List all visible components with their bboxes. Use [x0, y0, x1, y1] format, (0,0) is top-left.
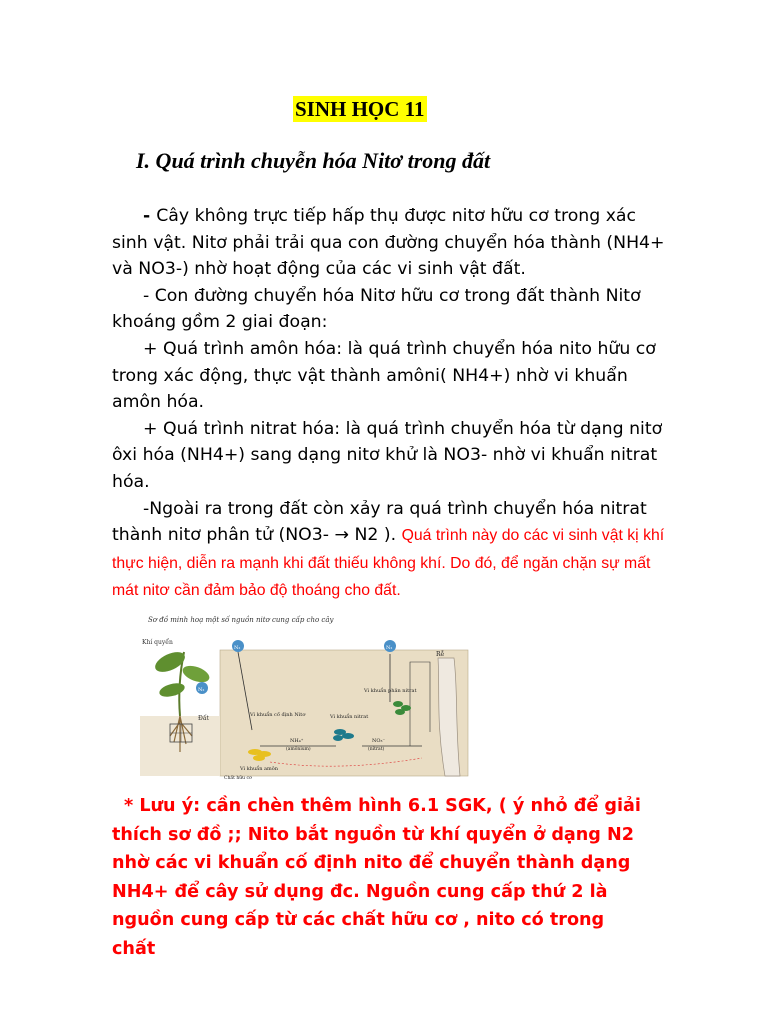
paragraph-1	[112, 203, 672, 283]
paragraph-5	[112, 496, 672, 605]
n2-label-1: N₂	[234, 645, 241, 651]
paragraph-5-red-text: Quá trình này do các vi sinh vật kị khí thực hiện, diễn ra mạnh khi đất thiếu không khí. Do đó, để ngăn chặn sự mất mát nitơ cần đảm bảo độ thoáng cho đất.	[112, 527, 665, 600]
paragraph-4: + Quá trình nitrat hóa: là quá trình chuyển hóa từ dạng nitơ ôxi hóa (NH4+) sang dạng nitơ khử là NO3- nhờ vi khuẩn nitrat hóa.	[112, 418, 663, 492]
paragraph-1-text: Cây không trực tiếp hấp thụ được nitơ hữu cơ trong xác sinh vật. Nitơ phải trải qua con đường chuyển hóa thành (NH4+ và NO3-) nhờ hoạt động của các vi sinh vật đất.	[112, 206, 665, 280]
paragraph-3: + Quá trình amôn hóa: là quá trình chuyển hóa nito hữu cơ trong xác động, thực vật thành amôni( NH4+) nhờ vi khuẩn amôn hóa.	[112, 338, 656, 413]
n2-label-3: N₂	[386, 645, 393, 651]
nitrogen-cycle-figure	[140, 612, 470, 782]
label-khi-quyen: Khí quyển	[142, 639, 173, 646]
note-text	[112, 792, 652, 963]
note-paragraph: * Lưu ý: cần chèn thêm hình 6.1 SGK, ( ý nhỏ để giải thích sơ đồ ;; Nito bắt nguồn từ khí quyển ở dạng N2 nhờ các vi khuẩn cố định nito để chuyển thành dạng NH4+ để cây sử dụng đc. Nguồn cung cấp thứ 2 là nguồn cung cấp từ các chất hữu cơ , nito có trong chất	[112, 796, 641, 959]
section-heading: I. Quá trình chuyễn hóa Nitơ trong đất	[136, 148, 491, 173]
n2-label-2: N₂	[198, 687, 205, 693]
paragraph-5-text: -Ngoài ra trong đất còn xảy ra quá trình chuyển hóa nitrat thành nitơ phân tử (NO3- → N2 ).	[112, 498, 647, 546]
label-vk-amon: Vi khuẩn amôn	[240, 766, 279, 772]
page-title: SINH HỌC 11	[295, 97, 425, 121]
label-chat-huu-co: Chất hữu cơ	[224, 776, 252, 781]
body-text	[112, 203, 672, 605]
label-dat: Đất	[198, 715, 209, 722]
label-vk-codinh: Vi khuẩn cố định Nitơ	[250, 712, 306, 718]
label-no3: NO₃⁻	[372, 738, 386, 744]
label-nh4: NH₄⁺	[290, 738, 304, 744]
label-vk-nitrat: Vi khuẩn nitrat	[330, 714, 369, 720]
figure-caption: Sơ đồ minh hoạ một số nguồn nitơ cung cấp cho cây	[148, 616, 334, 624]
label-amonium: (amônium)	[286, 747, 311, 752]
label-re: Rễ	[436, 651, 445, 658]
label-nitrat: (nitrat)	[368, 747, 385, 752]
paragraph-1-dash: -	[143, 206, 157, 226]
paragraph-2: - Con đường chuyển hóa Nitơ hữu cơ trong đất thành Nitơ khoáng gồm 2 giai đoạn:	[112, 285, 641, 333]
label-vk-phan-nitrat: Vi khuẩn phản nitrat	[364, 688, 417, 694]
